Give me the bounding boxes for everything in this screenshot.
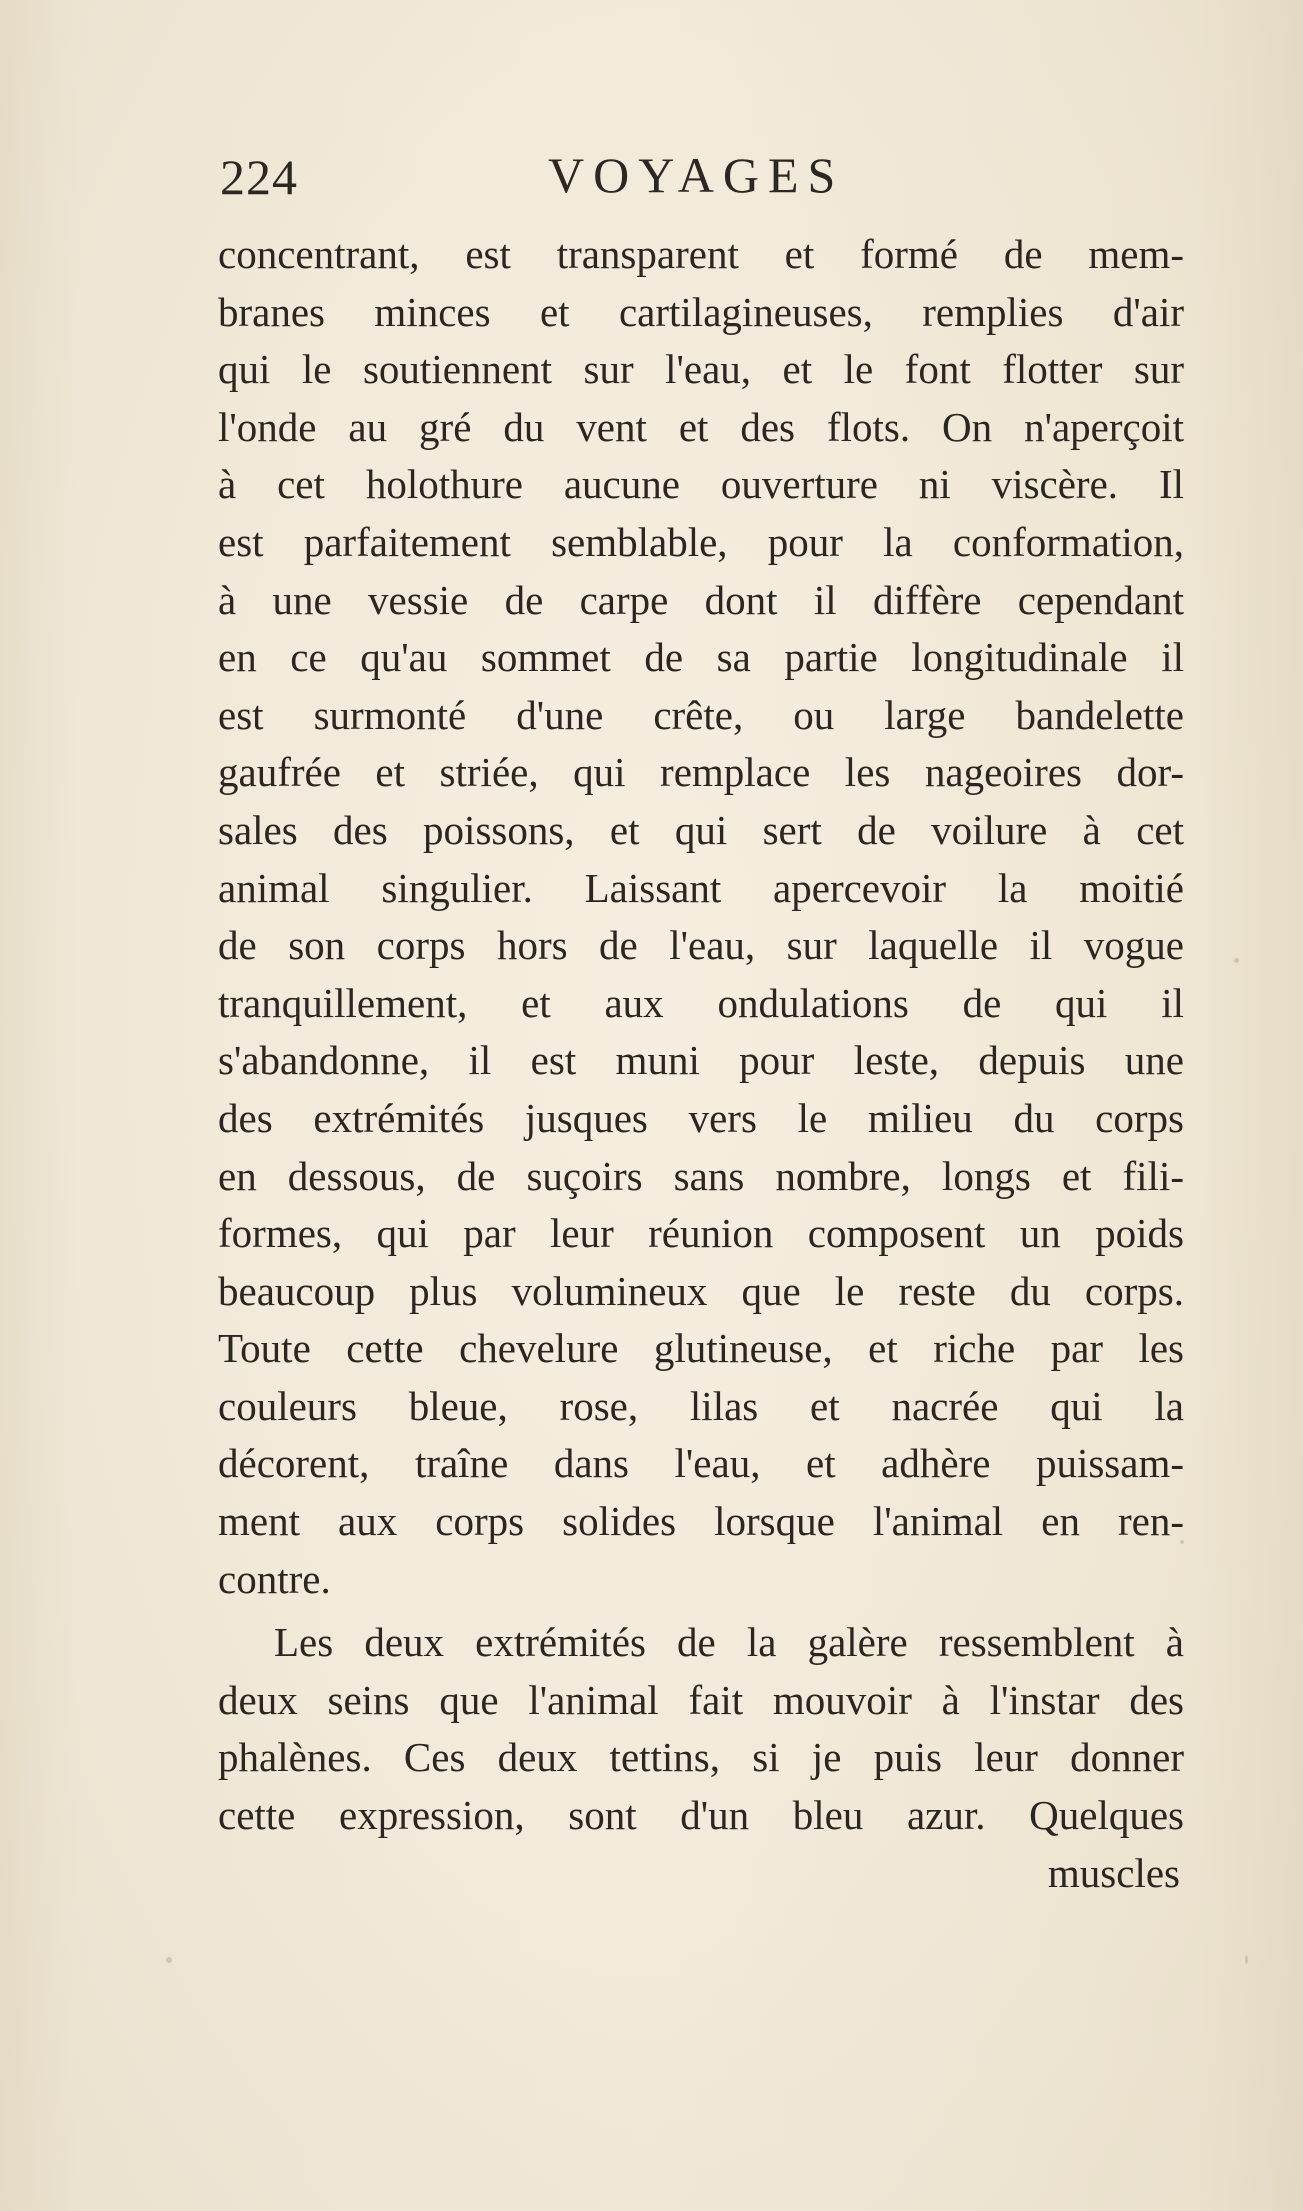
text-line: des extrémités jusques vers le milieu du corps xyxy=(218,1094,1184,1141)
paragraph-1 xyxy=(218,226,1184,1608)
text-line: sales des poissons, et qui sert de voilure à cet xyxy=(218,806,1184,853)
text-line: est surmonté d'une crête, ou large bandelette xyxy=(218,691,1184,738)
text-line: est parfaitement semblable, pour la conformation, xyxy=(218,518,1184,565)
paper-speck xyxy=(1245,1955,1248,1964)
paragraph-2 xyxy=(218,1614,1184,1844)
text-line: gaufrée et striée, qui remplace les nageoires dor- xyxy=(218,749,1184,796)
text-line: deux seins que l'animal fait mouvoir à l'instar des xyxy=(218,1676,1184,1723)
text-line: contre. xyxy=(218,1555,331,1602)
text-line: tranquillement, et aux ondulations de qui il xyxy=(218,979,1184,1026)
catchword: muscles xyxy=(1047,1849,1180,1896)
text-line: à une vessie de carpe dont il diffère cependant xyxy=(218,576,1184,623)
running-title: VOYAGES xyxy=(548,147,845,203)
text-line: couleurs bleue, rose, lilas et nacrée qui la xyxy=(218,1382,1184,1429)
text-line: de son corps hors de l'eau, sur laquelle il vogue xyxy=(218,922,1184,969)
text-block xyxy=(218,130,1184,1902)
text-line: décorent, traîne dans l'eau, et adhère puissam- xyxy=(218,1440,1184,1487)
text-line: branes minces et cartilagineuses, remplies d'air xyxy=(218,288,1184,335)
page-number: 224 xyxy=(220,149,298,205)
paper-speck xyxy=(1234,958,1239,963)
text-line: qui le soutiennent sur l'eau, et le font flotter sur xyxy=(218,346,1184,393)
text-line: phalènes. Ces deux tettins, si je puis leur donner xyxy=(218,1734,1184,1781)
text-line: l'onde au gré du vent et des flots. On n'aperçoit xyxy=(218,403,1184,450)
text-line: ment aux corps solides lorsque l'animal en ren- xyxy=(218,1498,1184,1545)
paper-speck xyxy=(166,1957,172,1963)
text-line: beaucoup plus volumineux que le reste du corps. xyxy=(218,1267,1184,1314)
text-line: à cet holothure aucune ouverture ni viscère. Il xyxy=(218,461,1184,508)
text-line: en dessous, de suçoirs sans nombre, longs et fili- xyxy=(218,1152,1184,1199)
text-line: Les deux extrémités de la galère ressemblent à xyxy=(274,1619,1184,1666)
text-line: cette expression, sont d'un bleu azur. Quelques xyxy=(218,1792,1184,1839)
text-line: concentrant, est transparent et formé de mem- xyxy=(218,231,1184,277)
text-line: s'abandonne, il est muni pour leste, depuis une xyxy=(218,1037,1184,1084)
text-line: Toute cette chevelure glutineuse, et riche par les xyxy=(218,1325,1184,1372)
text-line: formes, qui par leur réunion composent un poids xyxy=(218,1210,1184,1257)
page-header xyxy=(218,130,1184,226)
text-line: en ce qu'au sommet de sa partie longitudinale il xyxy=(218,634,1184,681)
text-line: animal singulier. Laissant apercevoir la moitié xyxy=(218,864,1184,911)
